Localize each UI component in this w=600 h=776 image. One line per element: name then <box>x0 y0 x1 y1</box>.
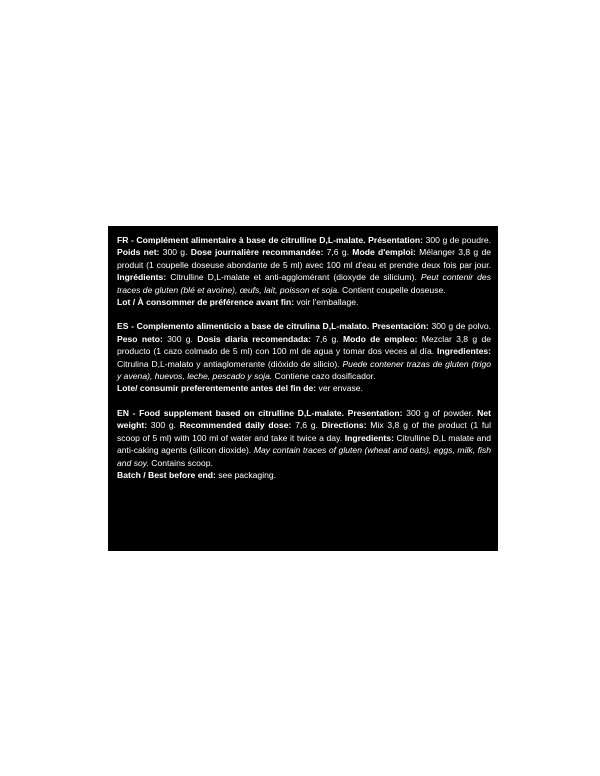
spanish-ingredients-value: Citrulina D,L-malato y antiaglomerante (dióxido de silicio). <box>117 358 340 369</box>
french-net-weight-value: 300 g. <box>159 247 188 258</box>
french-ingredients-value: Citrulline D,L-malate et anti-agglomérant (dioxyde de silicium). <box>166 272 417 283</box>
english-daily-dose-label: Recommended daily dose: <box>179 420 292 431</box>
spanish-presentation-value: 300 g de polvo. <box>428 321 491 332</box>
english-net-weight-value: 300 g. <box>147 420 177 431</box>
spanish-lot-value: ver envase. <box>316 383 363 394</box>
spanish-lot-line <box>117 382 491 394</box>
spanish-directions-value: Mezclar 3,8 g de producto (1 cazo colmado de 5 ml) con 100 ml de agua y tomar dos veces al día. <box>117 333 492 357</box>
english-section <box>117 407 491 481</box>
english-directions-label: Directions: <box>321 420 367 431</box>
spanish-title: ES - Complemento alimenticio a base de citrulina D,L-malato. <box>117 321 370 332</box>
french-directions-value: Mélanger 3,8 g de produit (1 coupelle doseuse abondante de 5 ml) avec 100 ml d'eau et prendre deux fois par jour. <box>117 247 492 270</box>
english-presentation-value: 300 g of powder. <box>402 407 474 418</box>
product-label-panel <box>108 226 498 551</box>
spanish-lot-label: Lote/ consumir preferentemente antes del fin de: <box>117 383 317 394</box>
english-ingredients-label: Ingredients: <box>344 432 394 443</box>
spanish-allergens: Puede contener trazas de gluten (trigo y avena), huevos, leche, pescado y soja. <box>117 358 492 382</box>
french-daily-dose-value: 7,6 g. <box>323 247 350 258</box>
english-daily-dose-value: 7,6 g. <box>291 420 318 431</box>
spanish-description <box>117 320 491 382</box>
spanish-scoop: Contiene cazo dosificador. <box>272 371 376 382</box>
french-scoop: Contient coupelle doseuse. <box>339 284 446 295</box>
french-title: FR - Complément alimentaire à base de citrulline D,L-malate. <box>117 235 366 245</box>
french-lot-line <box>117 296 491 308</box>
french-section <box>117 234 491 308</box>
french-ingredients-label: Ingrédients: <box>117 272 167 283</box>
spanish-daily-dose-value: 7,6 g. <box>310 333 339 344</box>
spanish-net-weight-label: Peso neto: <box>117 333 163 344</box>
french-allergens: Peut contenir des traces de gluten (blé et avoine), œufs, lait, poisson et soja. <box>117 272 491 295</box>
spanish-presentation-label: Presentación: <box>371 321 429 332</box>
spanish-section <box>117 320 491 394</box>
spanish-directions-label: Modo de empleo: <box>342 333 418 344</box>
english-allergens: May contain traces of gluten (wheat and oats), eggs, milk, fish and soy. <box>117 445 491 468</box>
english-title: EN - Food supplement based on citrulline D,L-malate. <box>117 407 344 418</box>
english-presentation-label: Presentation: <box>347 407 403 418</box>
english-directions-value: Mix 3,8 g of the product (1 ful scoop of 5 ml) with 100 ml of water and take it twice a day. <box>117 420 491 443</box>
spanish-net-weight-value: 300 g. <box>162 333 193 344</box>
french-net-weight-label: Poids net: <box>117 247 160 258</box>
french-presentation-value: 300 g de poudre. <box>423 235 492 245</box>
english-scoop: Contains scoop. <box>148 457 213 468</box>
french-presentation-label: Présentation: <box>368 235 424 245</box>
english-description <box>117 407 491 469</box>
english-ingredients-value: Citrulline D,L malate and anti-caking agents (silicon dioxide). <box>117 432 492 456</box>
english-net-weight-label: Net weight: <box>117 407 491 431</box>
english-lot-line <box>117 469 491 481</box>
spanish-daily-dose-label: Dosis diaria recomendada: <box>197 333 311 344</box>
french-lot-label: Lot / À consommer de préférence avant fin: <box>117 297 295 308</box>
english-lot-label: Batch / Best before end: <box>117 469 216 480</box>
french-lot-value: voir l'emballage. <box>294 297 359 308</box>
spanish-ingredients-label: Ingredientes: <box>437 346 492 357</box>
french-description <box>117 234 491 296</box>
english-lot-value: see packaging. <box>215 469 277 480</box>
french-directions-label: Mode d'emploi: <box>352 247 416 258</box>
french-daily-dose-label: Dose journalière recommandée: <box>190 247 324 258</box>
